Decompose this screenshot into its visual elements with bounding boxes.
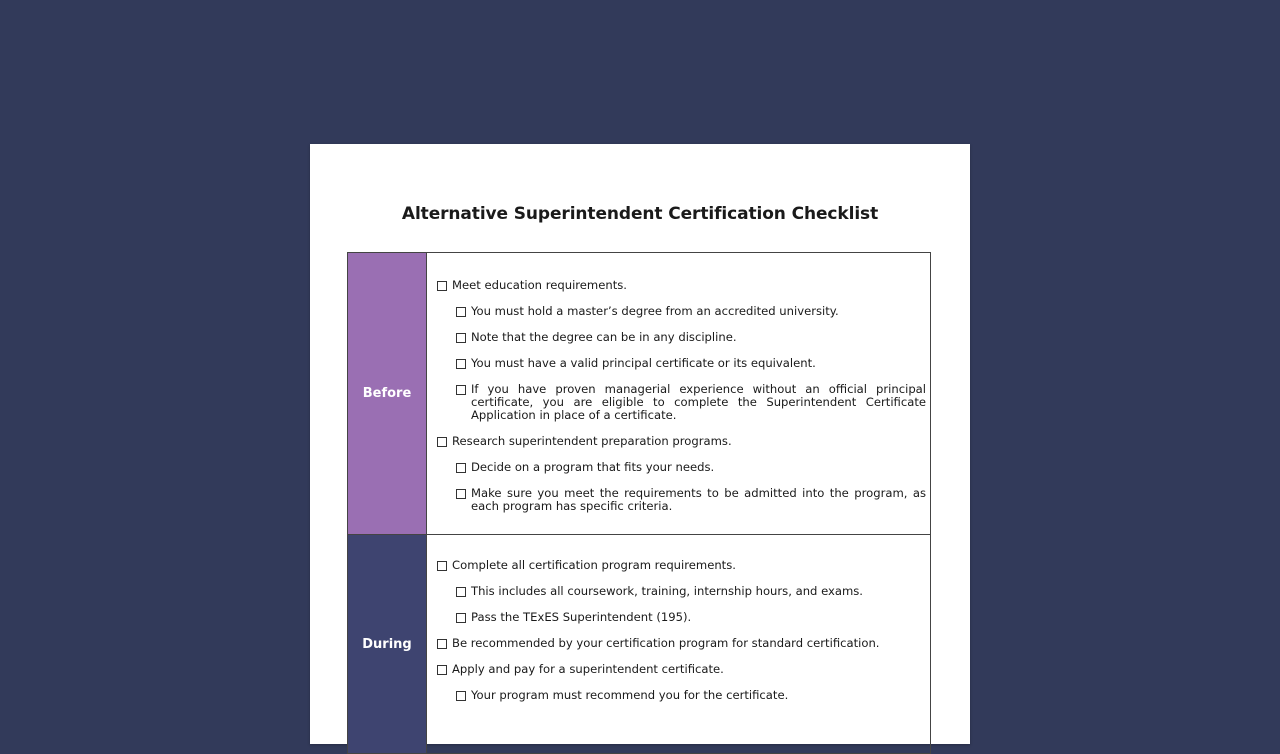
page-title: Alternative Superintendent Certification Checklist: [401, 204, 879, 224]
checklist-item-text: Pass the TExES Superintendent (195).: [471, 610, 692, 624]
phase-label-before: Before: [348, 253, 427, 534]
checklist-item-text: You must hold a master’s degree from an accredited university.: [471, 304, 839, 318]
checkbox[interactable]: [437, 437, 447, 447]
phase-label-during: During: [348, 535, 427, 753]
checklist-subitem: [456, 331, 926, 344]
checklist-item: [437, 279, 926, 292]
checkbox[interactable]: [456, 489, 466, 499]
checklist-subitem: [456, 611, 926, 624]
checkbox[interactable]: [456, 613, 466, 623]
during-section: [347, 534, 931, 754]
checklist-subitem: [456, 585, 926, 598]
checkbox[interactable]: [456, 385, 466, 395]
document-page: [310, 144, 970, 744]
checklist-item: [437, 663, 926, 676]
checkbox[interactable]: [456, 691, 466, 701]
checklist-item-text: Apply and pay for a superintendent certificate.: [452, 662, 724, 676]
checklist-subitem: [456, 383, 926, 422]
checklist-item: [437, 435, 926, 448]
checklist-subitem: [456, 357, 926, 370]
checkbox[interactable]: [456, 587, 466, 597]
checklist-item-text: If you have proven managerial experience without an official principal certificate, you are eligible to complete the Superintendent Certificate Application in place of a certificate.: [471, 382, 926, 422]
checklist-item-text: You must have a valid principal certificate or its equivalent.: [471, 356, 816, 370]
checklist-item: [437, 637, 926, 650]
checkbox[interactable]: [437, 639, 447, 649]
checklist-item: [437, 559, 926, 572]
checklist-item-text: Your program must recommend you for the certificate.: [471, 688, 789, 702]
checklist-item-text: Complete all certification program requirements.: [452, 558, 736, 572]
checklist-item-text: Meet education requirements.: [452, 278, 627, 292]
checklist-item-text: Note that the degree can be in any discipline.: [471, 330, 737, 344]
checklist-item-text: Decide on a program that fits your needs.: [471, 460, 715, 474]
checklist-item-text: Research superintendent preparation programs.: [452, 434, 732, 448]
checkbox[interactable]: [456, 463, 466, 473]
checkbox[interactable]: [456, 333, 466, 343]
checkbox[interactable]: [437, 281, 447, 291]
checklist-subitem: [456, 461, 926, 474]
before-section: [347, 252, 931, 535]
checklist-item-text: This includes all coursework, training, internship hours, and exams.: [471, 584, 863, 598]
checklist-subitem: [456, 305, 926, 318]
checkbox[interactable]: [437, 665, 447, 675]
checkbox[interactable]: [456, 307, 466, 317]
checklist-subitem: [456, 487, 926, 513]
checklist-item-text: Make sure you meet the requirements to be admitted into the program, as each program has specific criteria.: [471, 486, 926, 513]
checkbox[interactable]: [437, 561, 447, 571]
checklist-item-text: Be recommended by your certification program for standard certification.: [452, 636, 880, 650]
checkbox[interactable]: [456, 359, 466, 369]
checklist-subitem: [456, 689, 926, 702]
